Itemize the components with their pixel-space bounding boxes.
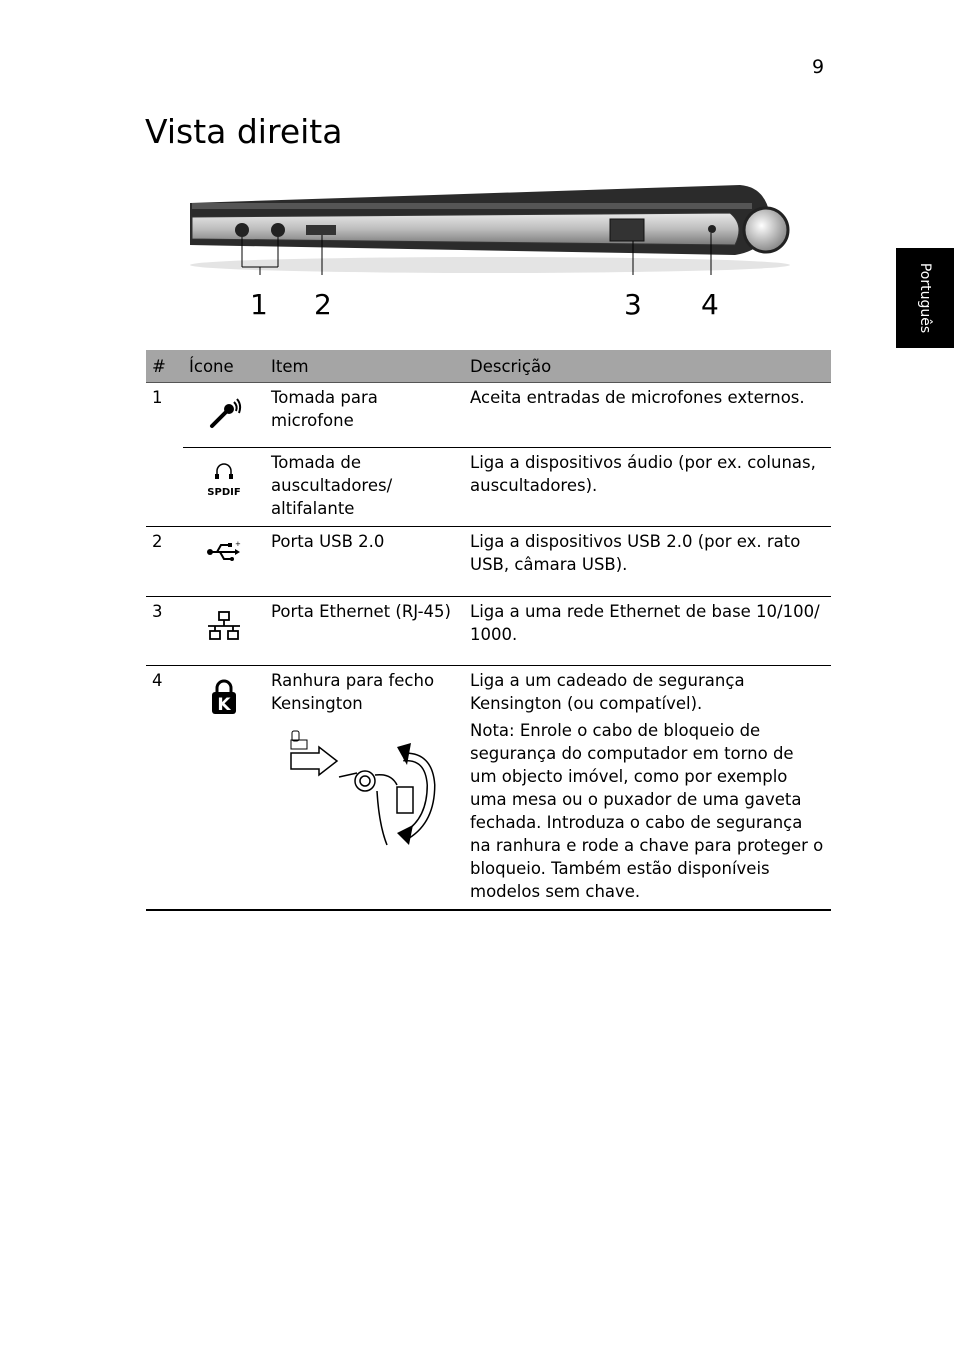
table-row	[146, 383, 831, 448]
table-header-row	[146, 350, 831, 383]
microphone-icon	[206, 396, 242, 438]
usb-icon	[205, 540, 243, 570]
svg-text:+: +	[235, 540, 241, 548]
header-description: Descrição	[464, 350, 831, 383]
svg-text:K: K	[217, 695, 231, 715]
table-row	[146, 527, 831, 597]
row-icon-cell	[183, 527, 265, 597]
page-title: Vista direita	[145, 112, 343, 151]
language-tab	[896, 248, 954, 348]
laptop-right-side-figure	[170, 175, 810, 279]
row-item: Porta USB 2.0	[265, 527, 464, 597]
callout-3: 3	[624, 288, 642, 321]
row-number: 1	[152, 388, 163, 407]
callout-4: 4	[701, 288, 719, 321]
row-number: 3	[146, 597, 183, 666]
row-icon-cell	[183, 448, 265, 527]
page-number: 9	[812, 56, 825, 78]
row-description: Liga a dispositivos áudio (por ex. colunas, auscultadores).	[464, 448, 831, 527]
row-number: 4	[146, 666, 183, 910]
row-description: Liga a dispositivos USB 2.0 (por ex. rato USB, câmara USB).	[464, 527, 831, 597]
row-item: Tomada de auscultadores/ altifalante	[265, 448, 464, 527]
spdif-label: SPDIF	[207, 487, 241, 498]
header-number: #	[146, 350, 183, 383]
language-tab-label: Português	[917, 262, 933, 334]
callout-1: 1	[250, 288, 268, 321]
callout-2: 2	[314, 288, 332, 321]
row-icon-cell	[183, 666, 265, 910]
row-item-cell	[265, 666, 464, 910]
table-row	[146, 448, 831, 527]
row-description: Aceita entradas de microfones externos.	[470, 388, 805, 407]
note-text: Enrole o cabo de bloqueio de segurança do computador em torno de um objecto imóvel, como por exemplo uma mesa ou o puxador de uma gaveta fechada. Introduza o cabo de segurança na ranhura e rode a chave para proteger o bloqueio. Também estão disponíveis modelos sem chave.	[470, 721, 824, 901]
table-row	[146, 666, 831, 910]
ports-table	[146, 350, 831, 911]
row-number: 2	[146, 527, 183, 597]
row-item: Tomada para microfone	[271, 388, 378, 430]
kensington-lock-icon	[210, 679, 238, 721]
note-label: Nota:	[470, 721, 515, 740]
network-icon	[206, 610, 242, 648]
table-row	[146, 597, 831, 666]
header-icon: Ícone	[183, 350, 265, 383]
row-description-cell	[464, 666, 831, 910]
lock-illustration	[279, 725, 458, 856]
row-icon-cell	[183, 597, 265, 666]
row-description: Liga a uma rede Ethernet de base 10/100/ 1000.	[464, 597, 831, 666]
note-paragraph	[470, 719, 825, 903]
headphones-spdif-icon	[204, 463, 244, 498]
row-description: Liga a um cadeado de segurança Kensington (ou compatível).	[470, 671, 745, 713]
row-number	[146, 448, 183, 527]
row-item: Ranhura para fecho Kensington	[271, 671, 435, 713]
row-item: Porta Ethernet (RJ-45)	[265, 597, 464, 666]
header-item: Item	[265, 350, 464, 383]
row-icon-cell	[183, 383, 265, 448]
